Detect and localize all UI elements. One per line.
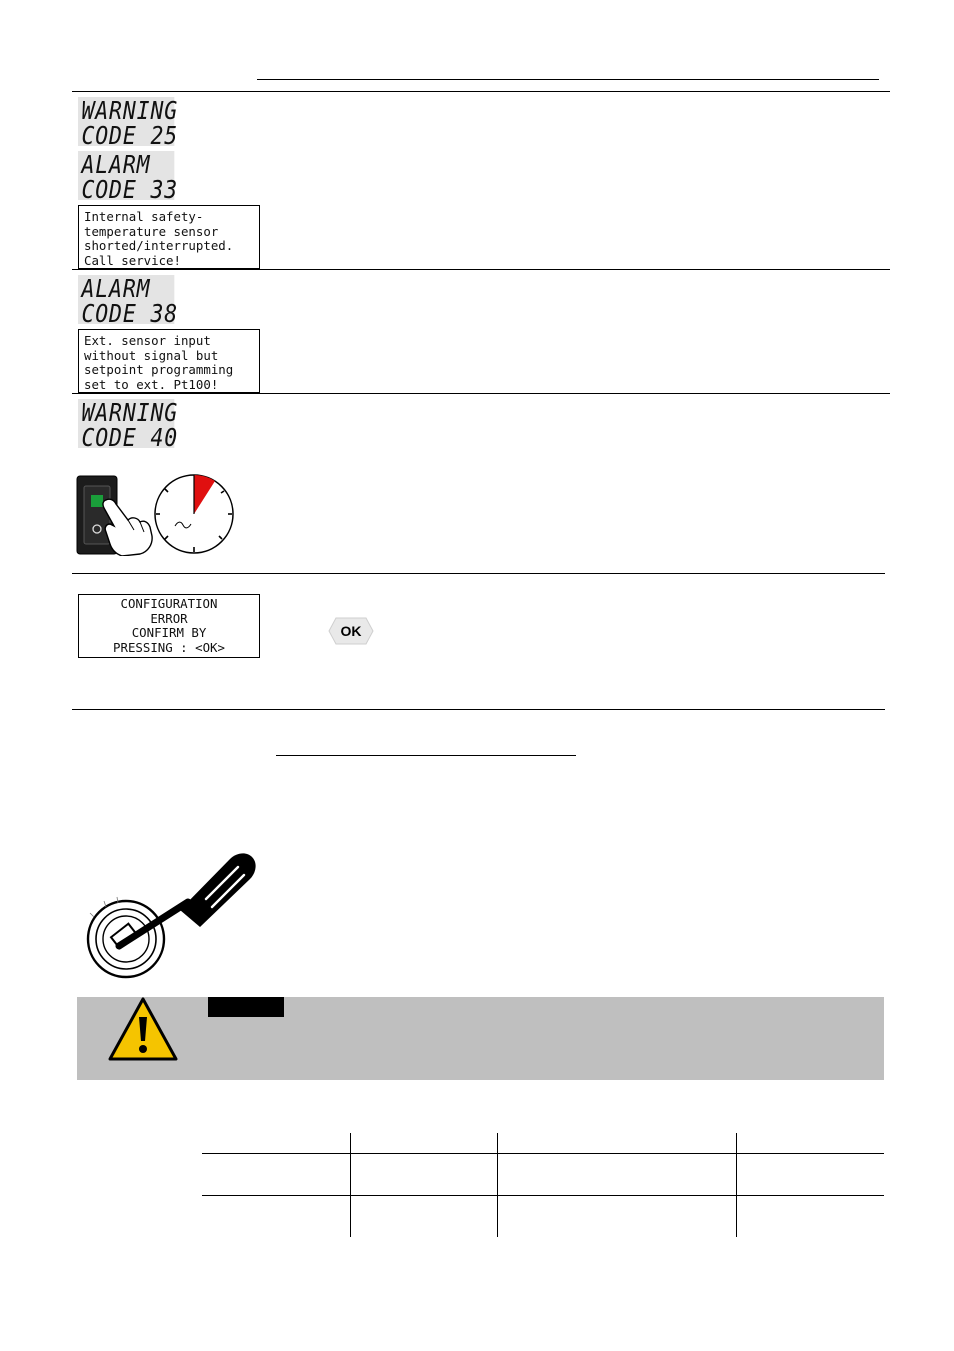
heading-underline [276,755,576,756]
message-line: setpoint programming [84,362,234,378]
section-divider [72,91,890,92]
message-alarm-33 [78,205,260,269]
screwdriver-icon [86,847,270,980]
lcd-line: CODE 40 [81,423,179,452]
message-line: CONFIRM BY [131,625,207,641]
section-divider [72,709,885,710]
lcd-warning-40 [78,398,179,452]
table-column-line [497,1133,498,1237]
warning-triangle-icon [108,997,178,1061]
message-line: shorted/interrupted. [84,238,234,254]
table-column-line [736,1133,737,1237]
notice-tag [208,997,284,1017]
message-line: ERROR [150,610,188,626]
table-row-line [202,1195,884,1196]
message-alarm-38 [78,329,260,393]
section-divider [72,269,890,270]
ok-button-label: OK [340,623,362,639]
section-divider [72,393,890,394]
message-line: PRESSING : <OK> [113,639,225,655]
ok-button[interactable] [328,617,374,645]
message-line: Internal safety- [84,209,204,224]
section-divider [72,573,885,574]
power-switch-icon [76,474,156,556]
lcd-line: ALARM [81,274,151,303]
message-line: Ext. sensor input [84,333,211,348]
lcd-line: WARNING [81,398,179,427]
timer-dial-icon [153,473,235,555]
message-config-error [78,594,260,658]
lcd-alarm-33 [78,150,179,204]
message-line: set to ext. Pt100! [84,376,219,392]
lcd-line: CODE 38 [81,299,179,328]
lcd-line: CODE 25 [81,121,179,150]
lcd-line: WARNING [81,96,179,125]
message-line: Call service! [84,252,181,268]
message-line: CONFIGURATION [120,596,218,611]
header-rule [257,79,879,80]
table-column-line [350,1133,351,1237]
message-line: without signal but [84,347,219,363]
lcd-warning-25 [78,96,179,150]
table-row-line [202,1153,884,1154]
message-line: temperature sensor [84,223,219,239]
notice-box [77,997,884,1080]
lcd-line: ALARM [81,150,151,179]
lcd-line: CODE 33 [81,175,179,204]
lcd-alarm-38 [78,274,179,328]
